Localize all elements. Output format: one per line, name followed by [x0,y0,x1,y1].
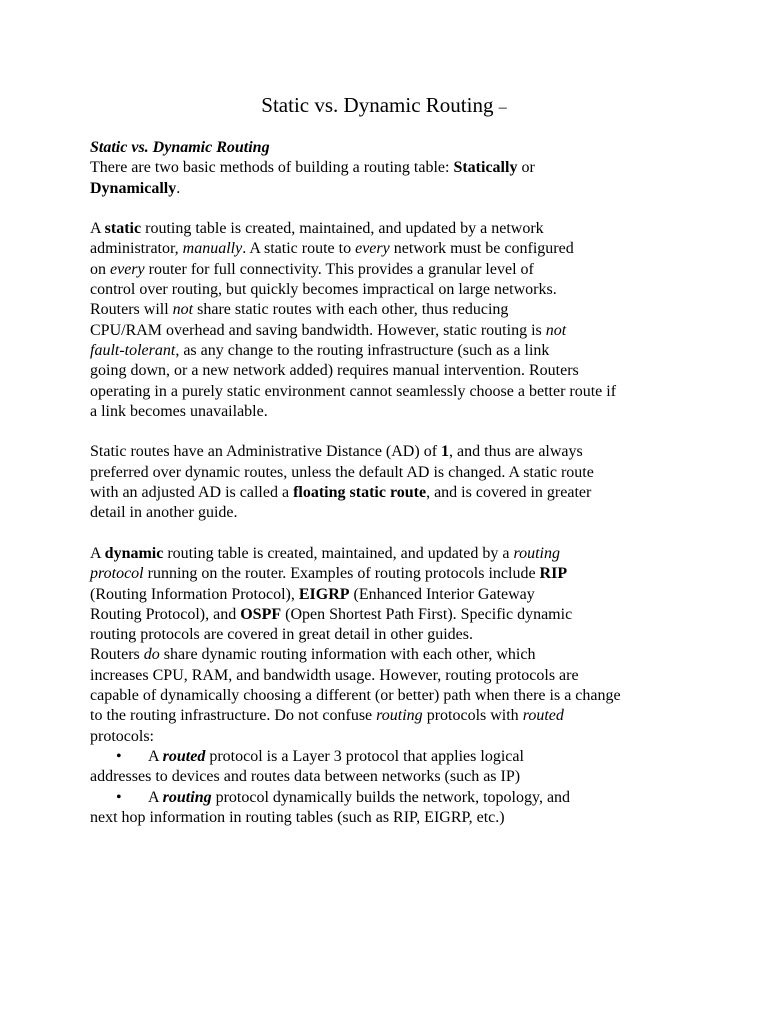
text-line: operating in a purely static environment cannot seamlessly choose a better route if [90,382,617,400]
text-line: protocols: [90,727,154,745]
text-line: preferred over dynamic routes, unless the default AD is changed. A static route [90,463,594,481]
bullet-icon: • [116,788,122,806]
bullet-list [90,747,690,828]
text-line: CPU/RAM overhead and saving bandwidth. However, static routing is not [90,321,567,339]
text-line: Dynamically. [90,179,181,197]
text-line: to the routing infrastructure. Do not confuse routing protocols with routed [90,707,564,725]
section-heading: Static vs. Dynamic Routing [90,139,270,156]
text-line: Routers do share dynamic routing information with each other, which [90,646,536,664]
static-paragraph [90,219,690,422]
text-line: a link becomes unavailable. [90,402,268,420]
text-line: A dynamic routing table is created, maintained, and updated by a routing [90,544,560,562]
page-title-text: Static vs. Dynamic Routing [261,93,494,117]
text-line: increases CPU, RAM, and bandwidth usage. However, routing protocols are [90,666,579,684]
text-line: on every router for full connectivity. This provides a granular level of [90,260,534,278]
list-item: • A routing protocol dynamically builds the network, topology, and [90,788,690,808]
text-line: routing protocols are covered in great detail in other guides. [90,626,473,644]
text-line: Routers will not share static routes with each other, thus reducing [90,301,509,319]
intro-paragraph [90,158,690,199]
ad-paragraph [90,442,690,523]
text-line: next hop information in routing tables (such as RIP, EIGRP, etc.) [90,808,505,826]
text-line: There are two basic methods of building a routing table: Statically or [90,159,535,177]
dynamic-paragraph [90,544,690,747]
text-line: Static routes have an Administrative Distance (AD) of 1, and thus are always [90,443,583,461]
text-line: administrator, manually. A static route to every network must be configured [90,240,574,258]
page-title [0,92,768,121]
text-line: A static routing table is created, maintained, and updated by a network [90,220,544,238]
text-line: capable of dynamically choosing a different (or better) path when there is a change [90,687,621,705]
text-line: protocol running on the router. Examples of routing protocols include RIP [90,565,568,583]
list-item: • A routed protocol is a Layer 3 protocol that applies logical [90,747,690,767]
title-dash: – [498,99,507,116]
text-line: fault-tolerant, as any change to the routing infrastructure (such as a link [90,341,550,359]
text-line: addresses to devices and routes data between networks (such as IP) [90,768,521,786]
text-line: going down, or a new network added) requires manual intervention. Routers [90,362,579,380]
text-line: (Routing Information Protocol), EIGRP (Enhanced Interior Gateway [90,585,535,603]
bullet-icon: • [116,747,122,765]
text-line: control over routing, but quickly becomes impractical on large networks. [90,281,557,299]
document-body [90,138,690,828]
text-line: with an adjusted AD is called a floating static route, and is covered in greater [90,484,592,502]
text-line: detail in another guide. [90,504,238,522]
text-line: Routing Protocol), and OSPF (Open Shortest Path First). Specific dynamic [90,605,573,623]
